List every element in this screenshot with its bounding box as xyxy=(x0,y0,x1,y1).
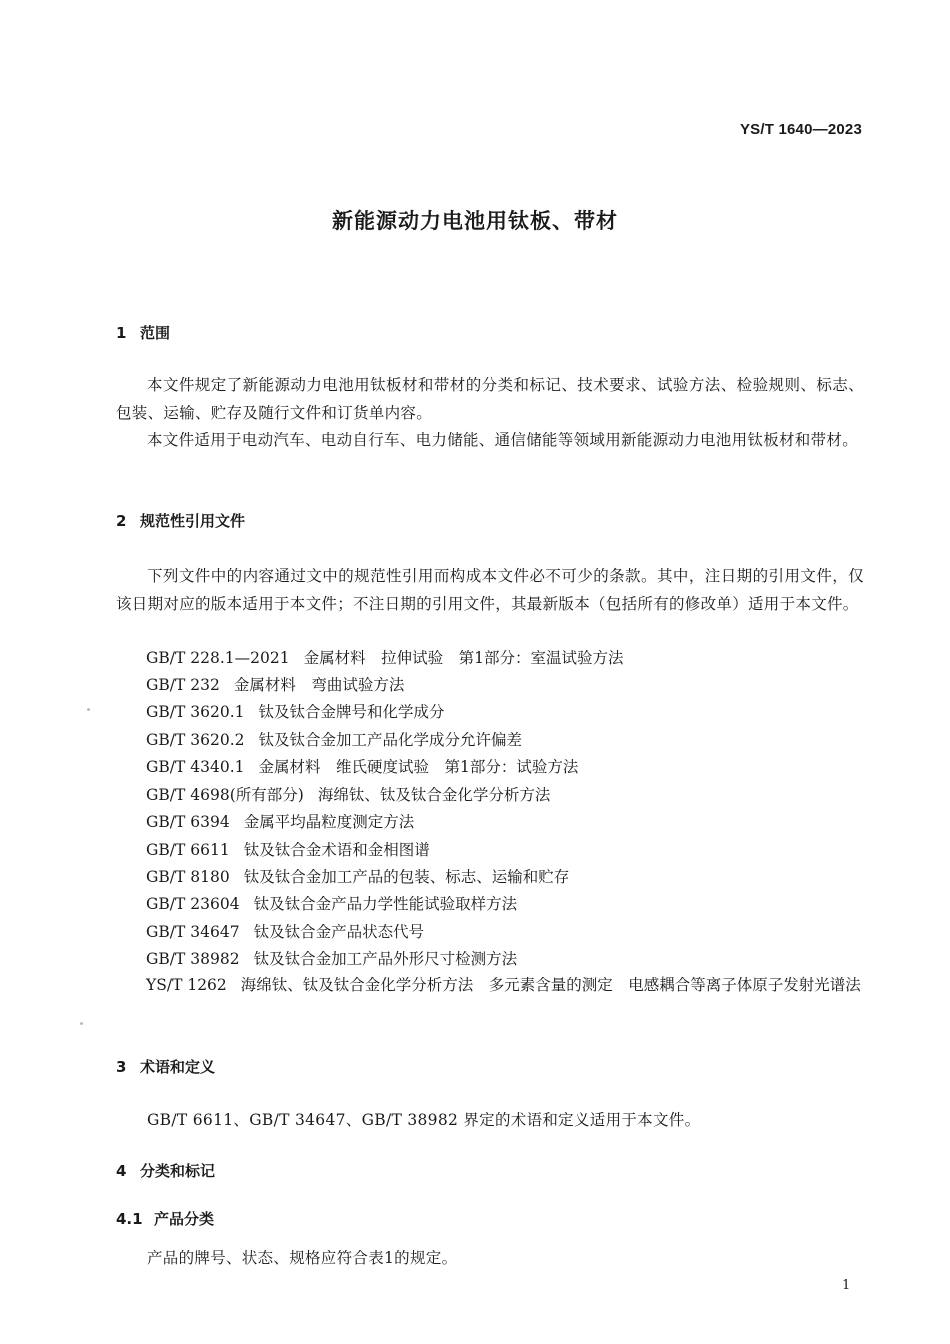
section-number: 2 xyxy=(116,512,127,530)
section-title: 规范性引用文件 xyxy=(140,512,246,530)
reference-title: 钛及钛合金牌号和化学成分 xyxy=(258,703,445,721)
reference-title: 钛及钛合金产品状态代号 xyxy=(253,923,425,941)
reference-item xyxy=(146,947,517,969)
reference-title: 金属平均晶粒度测定方法 xyxy=(243,813,415,831)
section-number: 1 xyxy=(116,324,127,342)
reference-title: 海绵钛、钛及钛合金化学分析方法 xyxy=(317,786,551,804)
reference-title: 钛及钛合金加工产品外形尺寸检测方法 xyxy=(253,950,518,968)
reference-code: GB/T 232 xyxy=(146,676,220,694)
reference-code: GB/T 6394 xyxy=(146,813,230,831)
section-title: 分类和标记 xyxy=(140,1162,216,1180)
reference-item xyxy=(146,783,550,805)
section-4-heading xyxy=(116,1160,215,1181)
section-number: 3 xyxy=(116,1058,127,1076)
document-code: YS/T 1640—2023 xyxy=(739,121,862,138)
section-2-heading xyxy=(116,510,245,531)
reference-title: 钛及钛合金加工产品的包装、标志、运输和贮存 xyxy=(243,868,570,886)
document-title: 新能源动力电池用钛板、带材 xyxy=(332,209,618,233)
reference-item xyxy=(146,755,578,777)
reference-title: 钛及钛合金术语和金相图谱 xyxy=(243,841,430,859)
reference-title: 钛及钛合金加工产品化学成分允许偏差 xyxy=(258,731,523,749)
scan-mark xyxy=(87,708,90,711)
reference-code: GB/T 4340.1 xyxy=(146,758,245,776)
reference-item xyxy=(146,673,404,695)
reference-code: GB/T 4698(所有部分) xyxy=(146,786,304,804)
section-3-para: GB/T 6611、GB/T 34647、GB/T 38982 界定的术语和定义适用于本文件。 xyxy=(147,1111,701,1129)
reference-code: GB/T 38982 xyxy=(146,950,240,968)
reference-item xyxy=(146,646,623,668)
reference-code: GB/T 34647 xyxy=(146,923,240,941)
reference-code: GB/T 3620.1 xyxy=(146,703,245,721)
subsection-4-1-para: 产品的牌号、状态、规格应符合表1的规定。 xyxy=(147,1249,458,1267)
reference-code: GB/T 228.1—2021 xyxy=(146,649,290,667)
reference-code: GB/T 8180 xyxy=(146,868,230,886)
reference-title: 金属材料 维氏硬度试验 第1部分：试验方法 xyxy=(258,758,579,776)
reference-item xyxy=(116,972,864,1000)
section-3-heading xyxy=(116,1056,215,1077)
section-1-para-1: 本文件规定了新能源动力电池用钛板材和带材的分类和标记、技术要求、试验方法、检验规则、标志、包装、运输、贮存及随行文件和订货单内容。 xyxy=(116,376,864,422)
subsection-4-1-heading xyxy=(116,1208,214,1229)
reference-code: GB/T 23604 xyxy=(146,895,240,913)
reference-code: YS/T 1262 xyxy=(146,976,227,994)
reference-item xyxy=(146,892,517,914)
reference-item xyxy=(146,728,522,750)
section-title: 范围 xyxy=(140,324,171,342)
scan-mark xyxy=(80,1022,83,1025)
reference-title: 金属材料 拉伸试验 第1部分：室温试验方法 xyxy=(303,649,624,667)
reference-code: GB/T 6611 xyxy=(146,841,230,859)
reference-item xyxy=(146,838,430,860)
reference-code: GB/T 3620.2 xyxy=(146,731,245,749)
reference-item xyxy=(146,700,445,722)
reference-item xyxy=(146,810,414,832)
section-1-para-2: 本文件适用于电动汽车、电动自行车、电力储能、通信储能等领域用新能源动力电池用钛板材和带材。 xyxy=(147,431,859,449)
reference-item xyxy=(146,920,424,942)
section-1-heading xyxy=(116,322,170,343)
subsection-title: 产品分类 xyxy=(154,1210,215,1228)
reference-item xyxy=(146,865,569,887)
section-number: 4 xyxy=(116,1162,127,1180)
reference-title: 海绵钛、钛及钛合金化学分析方法 多元素含量的测定 电感耦合等离子体原子发射光谱法 xyxy=(240,976,861,994)
subsection-number: 4.1 xyxy=(116,1210,143,1228)
page-number: 1 xyxy=(842,1278,851,1293)
reference-title: 钛及钛合金产品力学性能试验取样方法 xyxy=(253,895,518,913)
reference-title: 金属材料 弯曲试验方法 xyxy=(233,676,405,694)
section-2-intro: 下列文件中的内容通过文中的规范性引用而构成本文件必不可少的条款。其中，注日期的引用文件，仅该日期对应的版本适用于本文件；不注日期的引用文件，其最新版本（包括所有的修改单）适用于本文件。 xyxy=(116,567,864,613)
section-title: 术语和定义 xyxy=(140,1058,216,1076)
